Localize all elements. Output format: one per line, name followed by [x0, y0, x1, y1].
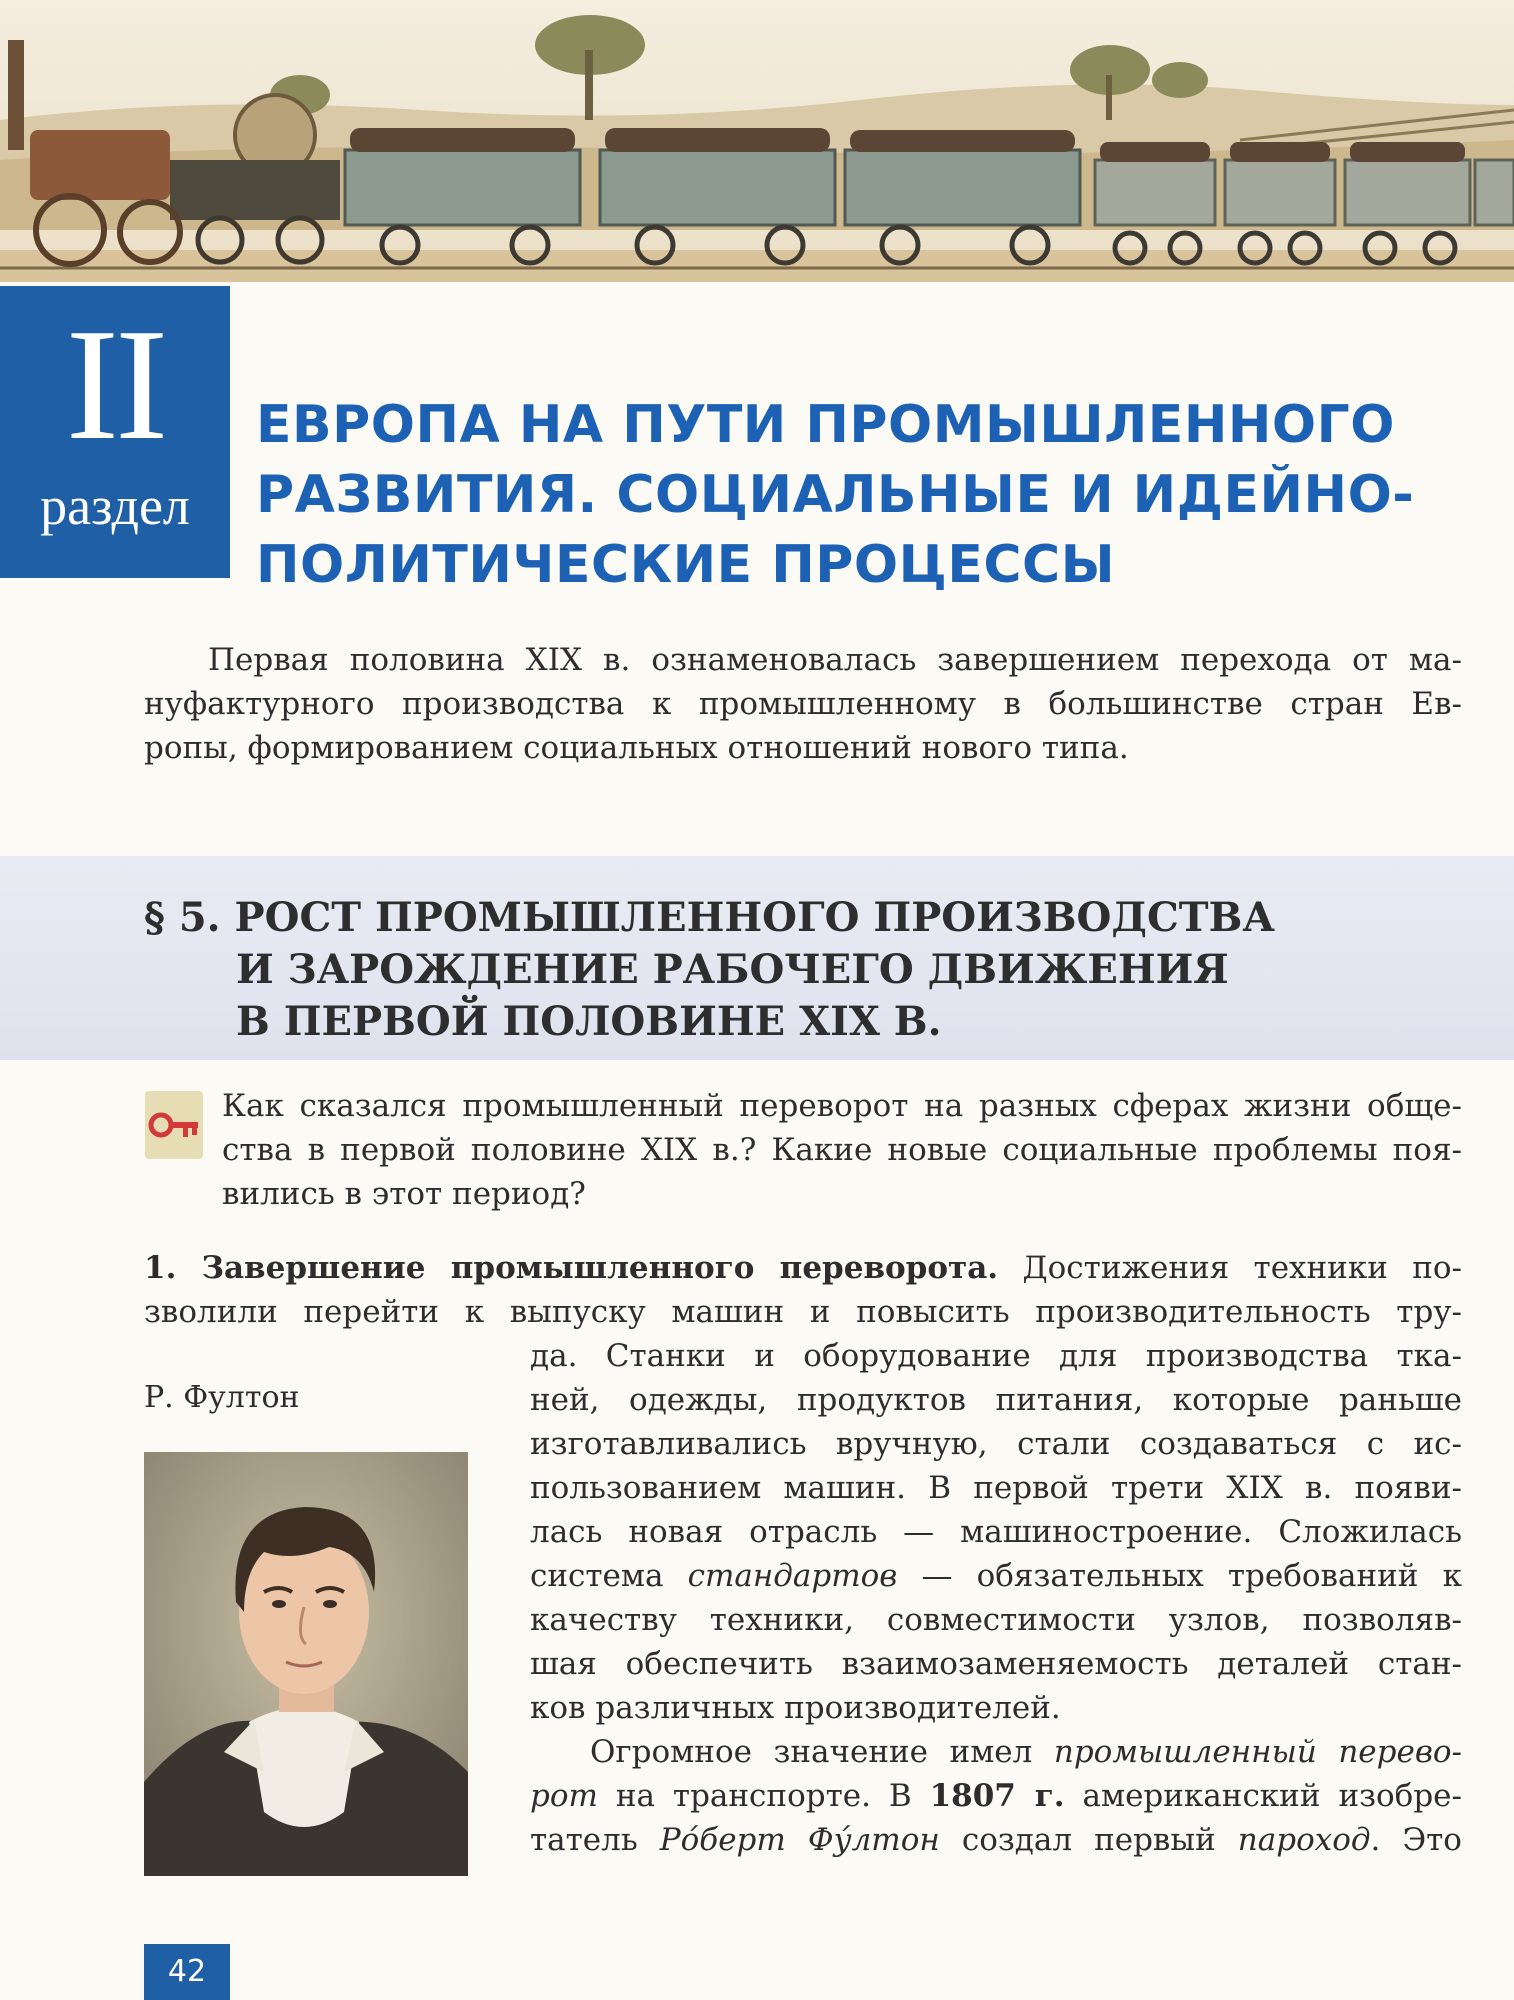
paragraph-heading [144, 892, 1444, 1048]
paragraph-heading-line: § 5. РОСТ ПРОМЫШЛЕННОГО ПРОИЗВОДСТВА [144, 894, 1275, 941]
intro-line: нуфактурного производства к промышленному в большинстве стран Ев- [144, 686, 1462, 722]
subsection-line: лась новая отрасль — машиностроение. Сложилась [530, 1514, 1462, 1550]
subsection-line: зволили перейти к выпуску машин и повысить производительность тру- [144, 1294, 1462, 1330]
key-question-line: Как сказался промышленный переворот на разных сферах жизни обще- [222, 1088, 1462, 1124]
intro-line: Первая половина XIX в. ознаменовалась завершением перехода от ма- [208, 642, 1462, 678]
chapter-title-line: ЕВРОПА НА ПУТИ ПРОМЫШЛЕННОГО [256, 395, 1395, 455]
intro-paragraph [144, 638, 1462, 770]
chapter-title-line: РАЗВИТИЯ. СОЦИАЛЬНЫЕ И ИДЕЙНО- [256, 465, 1415, 525]
subsection-line: ков различных производителей. [530, 1690, 1061, 1726]
subsection-line: рот на транспорте. В 1807 г. американский изобре- [530, 1778, 1463, 1814]
paragraph-heading-line: И ЗАРОЖДЕНИЕ РАБОЧЕГО ДВИЖЕНИЯ [236, 946, 1229, 993]
subsection-line: ней, одежды, продуктов питания, которые раньше [530, 1382, 1462, 1418]
section-badge [0, 286, 230, 578]
subsection-paragraph-2 [530, 1730, 1462, 1862]
year-1807: 1807 г. [929, 1778, 1065, 1814]
section-numeral: II [65, 295, 165, 473]
section-label: раздел [40, 476, 190, 536]
subsection-line: качеству техники, совместимости узлов, позволяв- [530, 1602, 1462, 1638]
subsection-line: шая обеспечить взаимозаменяемость деталей стан- [530, 1646, 1462, 1682]
key-icon [145, 1091, 203, 1159]
chapter-title-line: ПОЛИТИЧЕСКИЕ ПРОЦЕССЫ [256, 535, 1116, 595]
subsection-line: изготавливались вручную, стали создаваться с ис- [530, 1426, 1462, 1462]
chapter-title [256, 390, 1496, 600]
subsection-line: система стандартов — обязательных требований к [530, 1558, 1462, 1594]
term-industrial-revolution: промышленный перево- [1053, 1734, 1462, 1770]
subsection-line: Огромное значение имел промышленный перево- [590, 1734, 1462, 1770]
subsection-line: татель Ро́берт Фу́лтон создал первый пароход. Это [530, 1822, 1462, 1858]
subsection-line: пользованием машин. В первой трети XIX в. появи- [530, 1470, 1462, 1506]
subsection-text-top [144, 1246, 1462, 1334]
subsection-line: да. Станки и оборудование для производства тка- [530, 1338, 1462, 1374]
name-fulton: Ро́берт Фу́лтон [659, 1822, 940, 1858]
subsection-text-right [530, 1334, 1462, 1730]
term-standards: стандартов [687, 1558, 898, 1594]
page-number: 42 [144, 1944, 230, 2000]
term-steamship: пароход [1237, 1822, 1371, 1858]
subsection-title: 1. Завершение промышленного переворота. [144, 1250, 999, 1286]
key-question-line: вились в этот период? [222, 1176, 586, 1212]
portrait-caption: Р. Фултон [144, 1380, 300, 1415]
intro-line: ропы, формированием социальных отношений нового типа. [144, 730, 1129, 766]
paragraph-heading-line: В ПЕРВОЙ ПОЛОВИНЕ XIX В. [236, 998, 942, 1045]
key-question-line: ства в первой половине XIX в.? Какие новые социальные проблемы поя- [222, 1132, 1462, 1168]
key-question [222, 1084, 1462, 1216]
subsection-first-line: 1. Завершение промышленного переворота. Достижения техники по- [144, 1250, 1462, 1286]
train-illustration [0, 0, 1514, 282]
portrait-image [144, 1452, 468, 1876]
